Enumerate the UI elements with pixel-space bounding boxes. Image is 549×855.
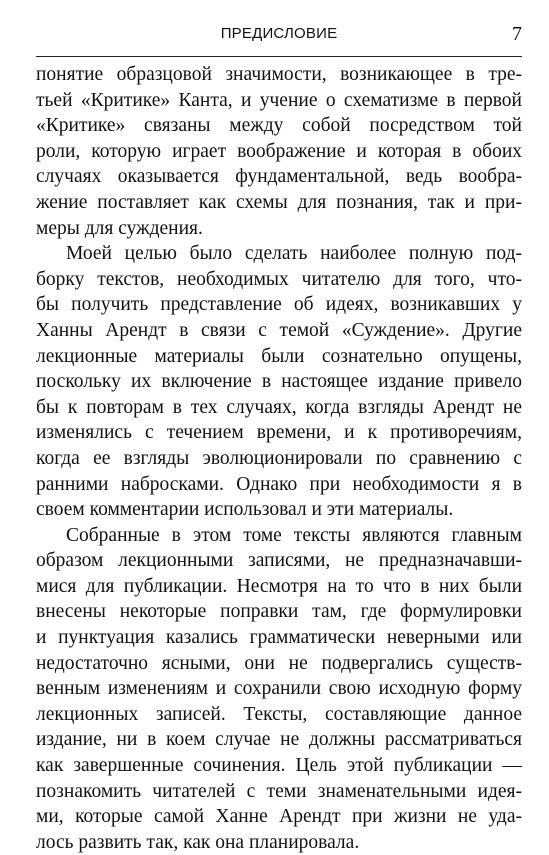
paragraph-3 (36, 523, 522, 855)
text-line: образом лекционными записями, не предназначавши- (36, 550, 522, 572)
text-line: поскольку их включение в настоящее издание привело (36, 371, 522, 393)
running-header (36, 22, 522, 48)
text-line: ранними набросками. Однако при необходимости я в (36, 473, 522, 495)
text-line: как завершенные сочинения. Цель этой публикации — (36, 755, 522, 777)
page-number: 7 (512, 23, 522, 45)
text-line: недостаточно ясными, они не подвергались существ- (36, 652, 522, 674)
text-line: меры для суждения. (36, 217, 203, 239)
text-line: своем комментарии использовал и эти материалы. (36, 499, 454, 521)
paragraph-1 (36, 62, 522, 241)
text-line: внесены некоторые поправки там, где формулировки (36, 601, 522, 623)
text-line: издание, ни в коем случае не должны рассматриваться (36, 729, 522, 751)
text-line: понятие образцовой значимости, возникающее в тре- (36, 64, 522, 85)
text-line: изменялись с течением времени, и к противоречиям, (36, 422, 522, 444)
text-line: случаях оказывается фундаментальной, ведь вообра- (36, 166, 522, 188)
text-line: роли, которую играет воображение и которая в обоих (36, 140, 522, 162)
text-line: когда ее взгляды эволюционировали по сравнению с (36, 447, 522, 469)
text-line: тьей «Критике» Канта, и учение о схематизме в первой (36, 89, 522, 111)
text-line: бы к повторам в тех случаях, когда взгляды Арендт не (36, 396, 522, 418)
body-text (36, 62, 522, 855)
text-line: Моей целью было сделать наиболее полную под- (66, 243, 522, 265)
paragraph-2 (36, 241, 522, 523)
text-line: венным изменениям и сохранили свою исходную форму (36, 678, 522, 700)
text-line: бы получить представление об идеях, возникавших у (36, 294, 522, 316)
text-line: ми, которые самой Ханне Арендт при жизни не уда- (36, 806, 522, 828)
text-line: познакомить читателей с теми знаменательными идея- (36, 780, 522, 802)
running-title: ПРЕДИСЛОВИЕ (220, 25, 338, 42)
text-line: лекционных записей. Тексты, составляющие данное (36, 703, 522, 725)
header-rule (36, 56, 522, 57)
text-line: лось развить так, как она планировала. (36, 831, 360, 853)
text-line: мися для публикации. Несмотря на то что в них были (36, 575, 522, 597)
text-line: Собранные в этом томе тексты являются главным (66, 524, 522, 546)
text-line: борку текстов, необходимых читателю для того, что- (36, 268, 522, 290)
text-line: «Критике» связаны между собой посредством той (36, 115, 522, 137)
text-line: лекционные материалы были сознательно опущены, (36, 345, 522, 367)
text-line: Ханны Арендт в связи с темой «Суждение». Другие (36, 319, 522, 341)
text-line: жение поставляет как схемы для познания, так и при- (36, 191, 522, 213)
text-line: и пунктуация казались грамматически неверными или (36, 627, 522, 649)
